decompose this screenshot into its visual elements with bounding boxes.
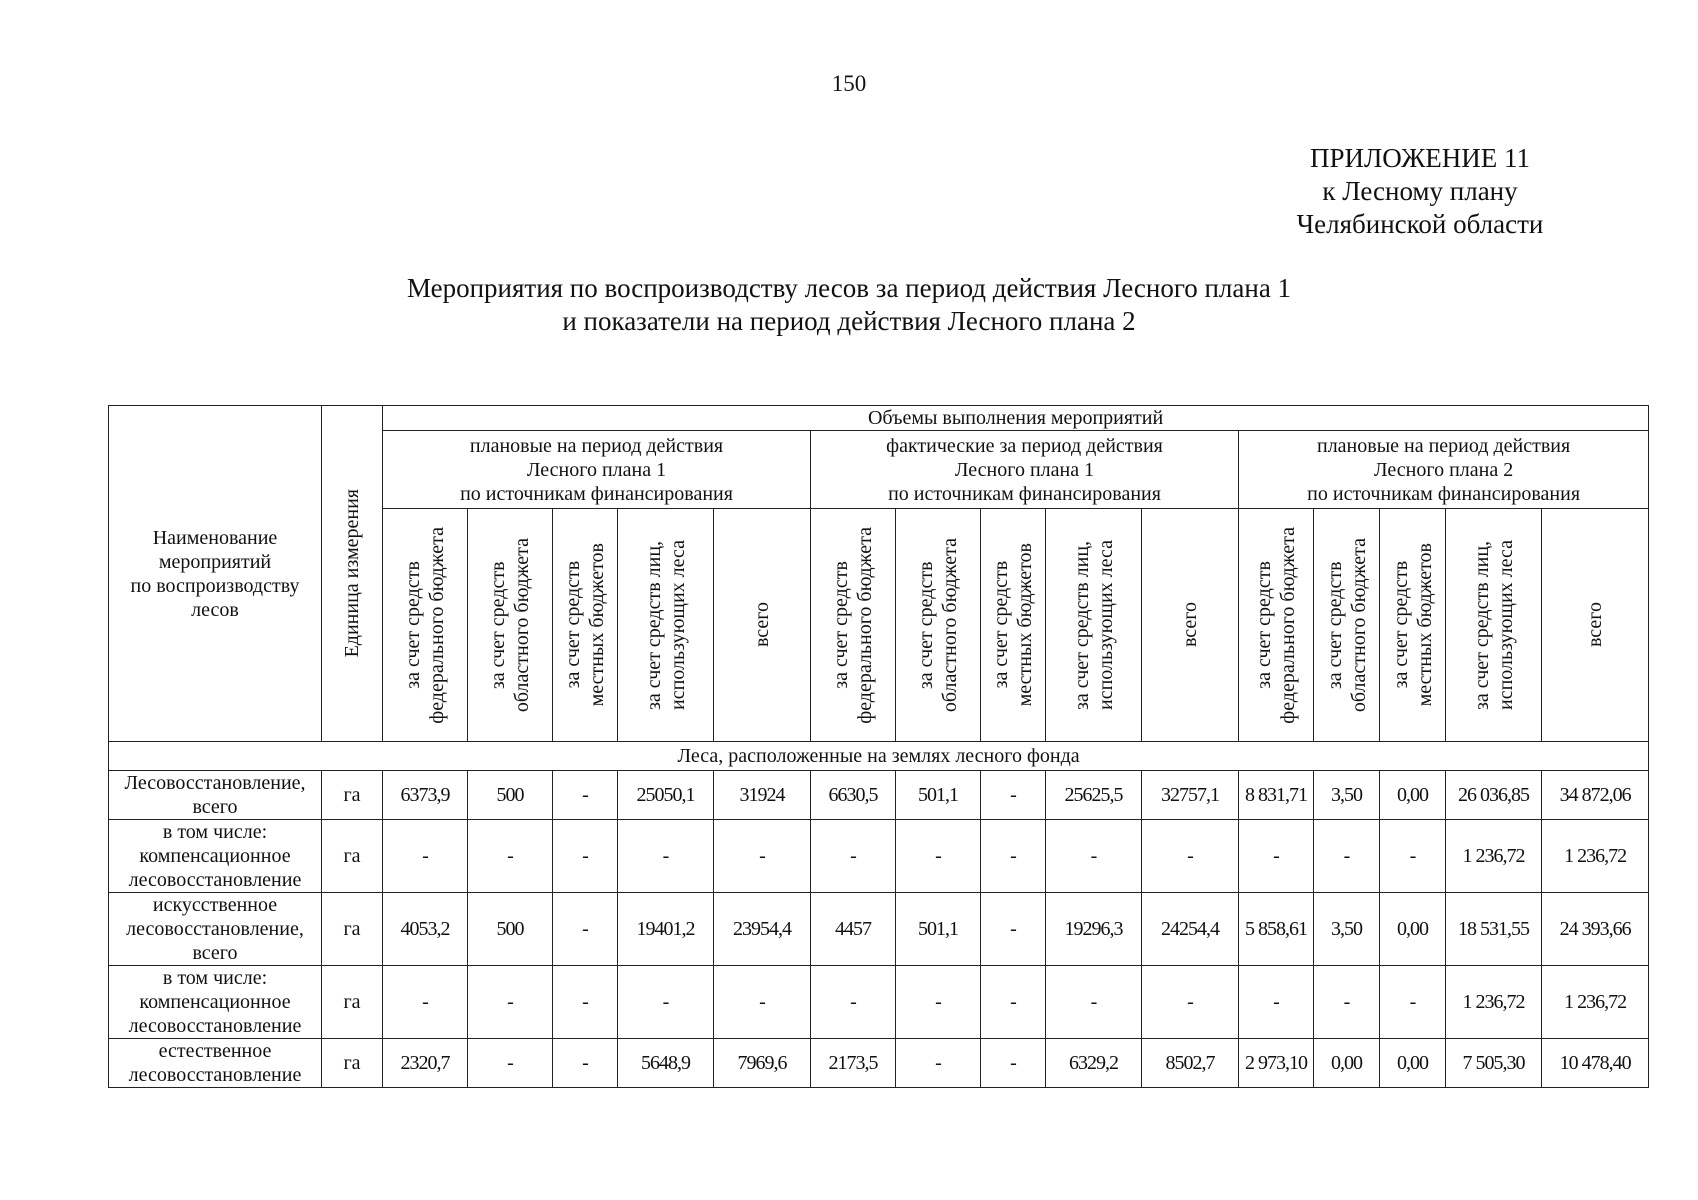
row-name: естественное лесовосстановление bbox=[109, 1039, 322, 1088]
table-cell: 501,1 bbox=[896, 771, 981, 820]
header-subcol-label: за счет средств федерального бюджета bbox=[830, 526, 876, 724]
table-cell: 10 478,40 bbox=[1542, 1039, 1649, 1088]
table-row bbox=[109, 771, 1649, 820]
row-unit: га bbox=[322, 966, 383, 1039]
table-cell: - bbox=[1046, 966, 1142, 1039]
header-subcol-g2-users bbox=[1046, 509, 1142, 742]
title-line-2: и показатели на период действия Лесного плана 2 bbox=[562, 306, 1136, 336]
table-cell: 18 531,55 bbox=[1446, 893, 1542, 966]
table-cell: - bbox=[553, 771, 618, 820]
table-cell: 4053,2 bbox=[383, 893, 468, 966]
table-cell: - bbox=[714, 820, 811, 893]
table-row bbox=[109, 1039, 1649, 1088]
table-cell: - bbox=[981, 771, 1046, 820]
table-cell: 25625,5 bbox=[1046, 771, 1142, 820]
header-subcol-g3-total bbox=[1542, 509, 1649, 742]
header-subcol-label: за счет средств местных бюджетов bbox=[1389, 543, 1436, 707]
header-subcol-g2-federal bbox=[811, 509, 896, 742]
header-subcol-g2-regional bbox=[896, 509, 981, 742]
table-row bbox=[109, 820, 1649, 893]
header-subcol-g3-federal bbox=[1239, 509, 1314, 742]
table-cell: 0,00 bbox=[1380, 893, 1446, 966]
table-row bbox=[109, 893, 1649, 966]
table-cell: 0,00 bbox=[1314, 1039, 1380, 1088]
table-cell: - bbox=[553, 820, 618, 893]
row-unit: га bbox=[322, 1039, 383, 1088]
table-cell: 500 bbox=[468, 771, 553, 820]
header-subcol-label: за счет средств местных бюджетов bbox=[990, 543, 1036, 707]
header-subcol-g1-local bbox=[553, 509, 618, 742]
table-cell: 19296,3 bbox=[1046, 893, 1142, 966]
table-cell: 25050,1 bbox=[618, 771, 714, 820]
table-cell: 1 236,72 bbox=[1542, 966, 1649, 1039]
table-cell: 501,1 bbox=[896, 893, 981, 966]
table-cell: - bbox=[618, 966, 714, 1039]
table-cell: 5 858,61 bbox=[1239, 893, 1314, 966]
table-cell: 4457 bbox=[811, 893, 896, 966]
header-subcol-g1-total bbox=[714, 509, 811, 742]
appendix-heading bbox=[1270, 142, 1570, 241]
table-cell: - bbox=[468, 820, 553, 893]
page-number: 150 bbox=[831, 71, 867, 96]
table-cell: - bbox=[1046, 820, 1142, 893]
header-subcol-label: за счет средств федерального бюджета bbox=[1253, 526, 1299, 724]
appendix-line-3: Челябинской области bbox=[1296, 209, 1544, 239]
table-cell: - bbox=[981, 1039, 1046, 1088]
header-subcol-label: за счет средств лиц, использующих леса bbox=[1070, 540, 1117, 710]
header-unit-label: Единица измерения bbox=[341, 489, 363, 658]
header-subcol-label: за счет средств лиц, использующих леса bbox=[1470, 540, 1517, 710]
table-cell: - bbox=[553, 893, 618, 966]
table-cell: - bbox=[714, 966, 811, 1039]
header-event-name: Наименование мероприятий по воспроизводству лесов bbox=[109, 406, 322, 742]
table-cell: 6373,9 bbox=[383, 771, 468, 820]
table-cell: - bbox=[468, 966, 553, 1039]
header-volumes: Объемы выполнения мероприятий bbox=[383, 406, 1649, 431]
table-cell: 32757,1 bbox=[1142, 771, 1239, 820]
table-cell: 2173,5 bbox=[811, 1039, 896, 1088]
table-cell: 0,00 bbox=[1380, 1039, 1446, 1088]
table-cell: - bbox=[1142, 966, 1239, 1039]
header-subcol-label: за счет средств федерального бюджета bbox=[402, 526, 448, 724]
header-subcol-label: за счет средств областного бюджета bbox=[915, 537, 961, 713]
table-cell: - bbox=[383, 966, 468, 1039]
table-cell: - bbox=[981, 966, 1046, 1039]
table-cell: - bbox=[896, 820, 981, 893]
header-group-plan-2: плановые на период действия Лесного плана 2 по источникам финансирования bbox=[1239, 431, 1649, 509]
table-cell: - bbox=[811, 820, 896, 893]
table-cell: 500 bbox=[468, 893, 553, 966]
table-cell: 3,50 bbox=[1314, 893, 1380, 966]
table-cell: - bbox=[1142, 820, 1239, 893]
table-cell: - bbox=[618, 820, 714, 893]
row-name: искусственное лесовосстановление, всего bbox=[109, 893, 322, 966]
table-cell: - bbox=[553, 1039, 618, 1088]
table-cell: - bbox=[896, 1039, 981, 1088]
row-name: в том числе: компенсационное лесовосстановление bbox=[109, 820, 322, 893]
table-cell: 8502,7 bbox=[1142, 1039, 1239, 1088]
table-cell: - bbox=[1380, 820, 1446, 893]
appendix-line-2: к Лесному плану bbox=[1322, 176, 1518, 206]
table-cell: 23954,4 bbox=[714, 893, 811, 966]
table-row bbox=[109, 966, 1649, 1039]
header-subcol-label: за счет средств местных бюджетов bbox=[562, 543, 608, 707]
table-cell: - bbox=[981, 820, 1046, 893]
header-subcol-label: за счет средств областного бюджета bbox=[1323, 537, 1370, 713]
header-subcol-label: всего bbox=[1179, 602, 1201, 648]
header-subcol-g3-users bbox=[1446, 509, 1542, 742]
header-subcol-g1-users bbox=[618, 509, 714, 742]
header-group-plan-1: плановые на период действия Лесного плана 1 по источникам финансирования bbox=[383, 431, 811, 509]
table-cell: 1 236,72 bbox=[1446, 820, 1542, 893]
table-cell: 26 036,85 bbox=[1446, 771, 1542, 820]
table-cell: - bbox=[1314, 966, 1380, 1039]
table-cell: 0,00 bbox=[1380, 771, 1446, 820]
document-title bbox=[0, 272, 1698, 338]
table-cell: 1 236,72 bbox=[1542, 820, 1649, 893]
table-cell: - bbox=[1239, 966, 1314, 1039]
row-unit: га bbox=[322, 771, 383, 820]
table-cell: 24 393,66 bbox=[1542, 893, 1649, 966]
table-cell: - bbox=[981, 893, 1046, 966]
table-cell: - bbox=[383, 820, 468, 893]
appendix-line-1: ПРИЛОЖЕНИЕ 11 bbox=[1309, 143, 1531, 173]
header-unit bbox=[322, 406, 383, 742]
header-subcol-g1-regional bbox=[468, 509, 553, 742]
table-cell: - bbox=[468, 1039, 553, 1088]
table-cell: 1 236,72 bbox=[1446, 966, 1542, 1039]
table-cell: 7 505,30 bbox=[1446, 1039, 1542, 1088]
header-group-fact-1: фактические за период действия Лесного плана 1 по источникам финансирования bbox=[811, 431, 1239, 509]
table-cell: 34 872,06 bbox=[1542, 771, 1649, 820]
table-cell: 5648,9 bbox=[618, 1039, 714, 1088]
table-cell: - bbox=[553, 966, 618, 1039]
row-unit: га bbox=[322, 820, 383, 893]
table-cell: - bbox=[811, 966, 896, 1039]
table-cell: 31924 bbox=[714, 771, 811, 820]
header-subcol-g2-total bbox=[1142, 509, 1239, 742]
table-cell: 6630,5 bbox=[811, 771, 896, 820]
table-cell: 8 831,71 bbox=[1239, 771, 1314, 820]
table-cell: 2 973,10 bbox=[1239, 1039, 1314, 1088]
table-cell: - bbox=[1314, 820, 1380, 893]
table-cell: 19401,2 bbox=[618, 893, 714, 966]
table-cell: - bbox=[1380, 966, 1446, 1039]
header-subcol-g3-local bbox=[1380, 509, 1446, 742]
table-cell: - bbox=[1239, 820, 1314, 893]
header-subcol-label: всего bbox=[751, 602, 773, 648]
reforestation-table bbox=[108, 405, 1649, 1088]
table-cell: 2320,7 bbox=[383, 1039, 468, 1088]
table-cell: 3,50 bbox=[1314, 771, 1380, 820]
header-subcol-label: за счет средств областного бюджета bbox=[487, 537, 533, 713]
header-subcol-g1-federal bbox=[383, 509, 468, 742]
header-subcol-g3-regional bbox=[1314, 509, 1380, 742]
table-cell: 24254,4 bbox=[1142, 893, 1239, 966]
header-subcol-g2-local bbox=[981, 509, 1046, 742]
row-name: Лесовосстановление, всего bbox=[109, 771, 322, 820]
title-line-1: Мероприятия по воспроизводству лесов за период действия Лесного плана 1 bbox=[406, 273, 1292, 303]
table-cell: 7969,6 bbox=[714, 1039, 811, 1088]
header-subcol-label: всего bbox=[1584, 602, 1607, 648]
section-row-forest-fund: Леса, расположенные на землях лесного фонда bbox=[109, 742, 1649, 771]
table-cell: 6329,2 bbox=[1046, 1039, 1142, 1088]
table-cell: - bbox=[896, 966, 981, 1039]
header-subcol-label: за счет средств лиц, использующих леса bbox=[642, 540, 689, 710]
row-unit: га bbox=[322, 893, 383, 966]
row-name: в том числе: компенсационное лесовосстановление bbox=[109, 966, 322, 1039]
